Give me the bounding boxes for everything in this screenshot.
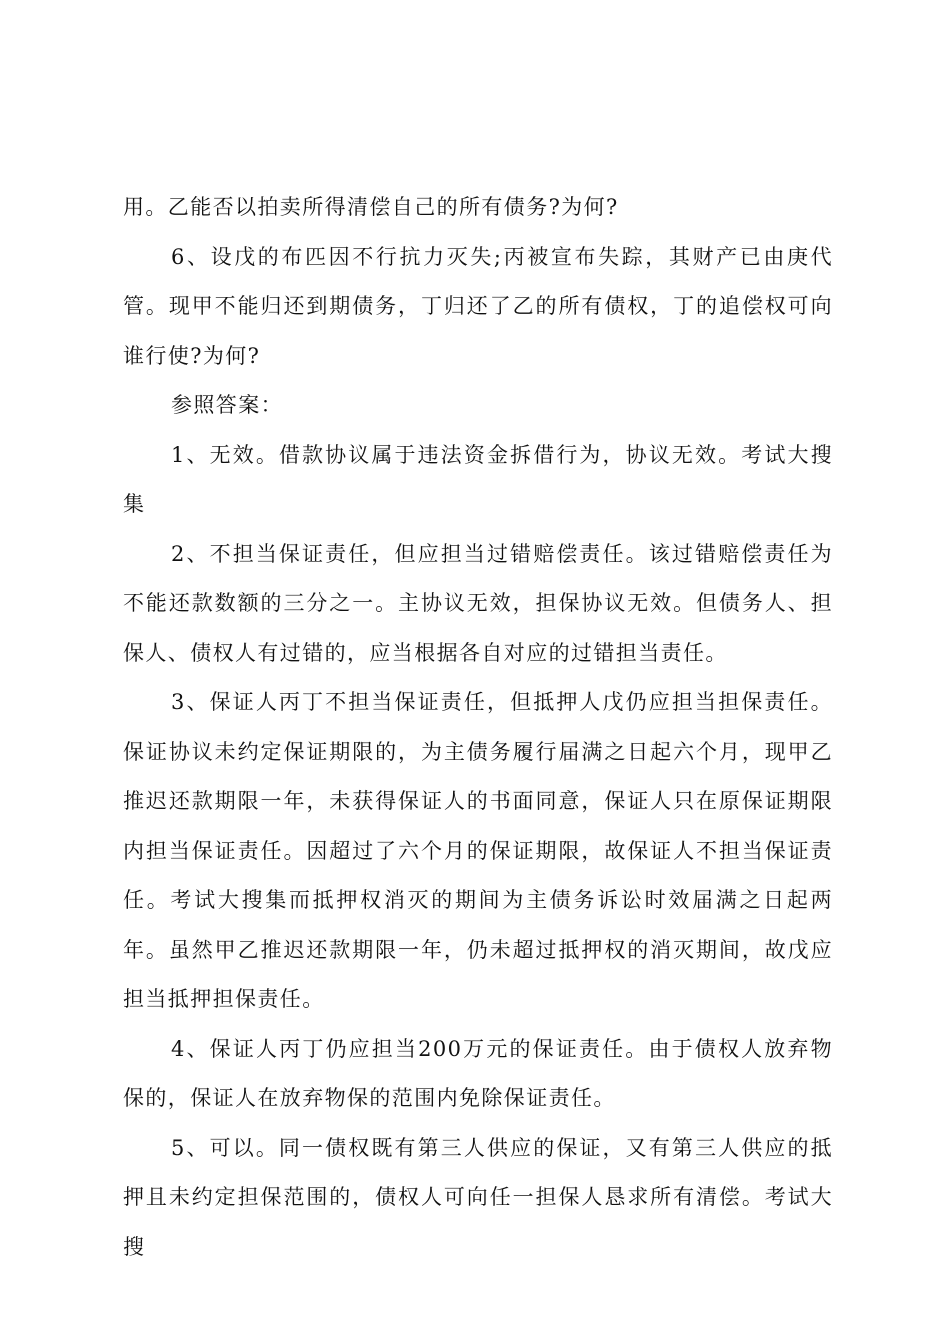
answer-4-paragraph: 4、保证人丙丁仍应担当200万元的保证责任。由于债权人放弃物保的，保证人在放弃物保的范围内免除保证责任。 xyxy=(123,1036,833,1110)
answer-2-paragraph: 2、不担当保证责任，但应担当过错赔偿责任。该过错赔偿责任为不能还款数额的三分之一。主协议无效，担保协议无效。但债务人、担保人、债权人有过错的，应当根据各自对应的过错担当责任。 xyxy=(123,541,833,665)
answer-5-paragraph: 5、可以。同一债权既有第三人供应的保证，又有第三人供应的抵押且未约定担保范围的，债权人可向任一担保人恳求所有清偿。考试大搜 xyxy=(123,1135,833,1259)
paragraph-continuation: 用。乙能否以拍卖所得清偿自己的所有债务?为何? xyxy=(123,195,619,219)
answer-3-paragraph: 3、保证人丙丁不担当保证责任，但抵押人戊仍应担当担保责任。保证协议未约定保证期限的，为主债务履行届满之日起六个月，现甲乙推迟还款期限一年，未获得保证人的书面同意，保证人只在原保证期限内担当保证责任。因超过了六个月的保证期限，故保证人不担当保证责任。考试大搜集而抵押权消灭的期间为主债务诉讼时效届满之日起两年。虽然甲乙推迟还款期限一年，仍未超过抵押权的消灭期间，故戊应担当抵押担保责任。 xyxy=(123,690,833,1011)
document-body xyxy=(123,183,833,1272)
question-6-paragraph: 6、设戊的布匹因不行抗力灭失;丙被宣布失踪，其财产已由庚代管。现甲不能归还到期债务，丁归还了乙的所有债权，丁的追偿权可向谁行使?为何? xyxy=(123,244,833,368)
answer-heading: 参照答案： xyxy=(171,393,283,417)
answer-1-paragraph: 1、无效。借款协议属于违法资金拆借行为，协议无效。考试大搜集 xyxy=(123,442,833,516)
